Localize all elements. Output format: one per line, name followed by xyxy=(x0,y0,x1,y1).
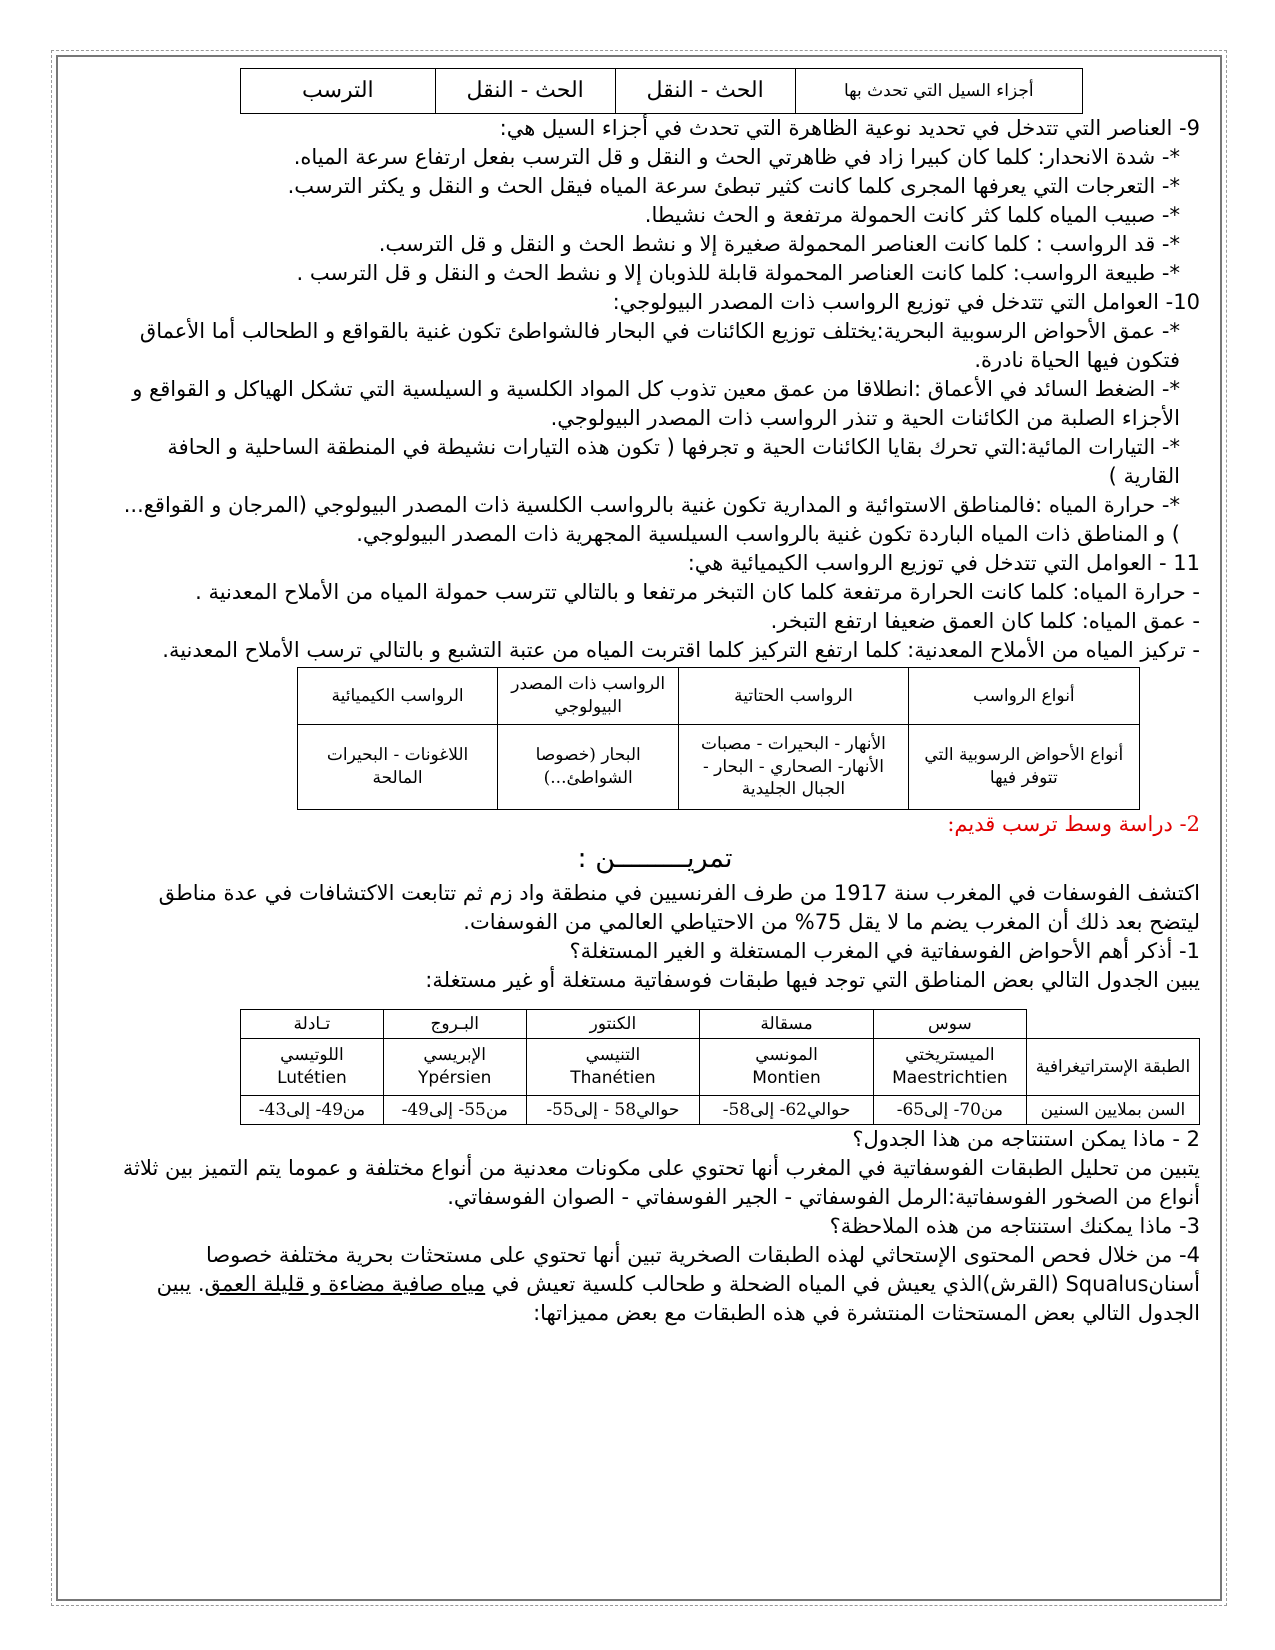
table-cell: حوالي62- إلى58- xyxy=(700,1096,874,1125)
list-item: *- حرارة المياه :فالمناطق الاستوائية و المدارية تكون غنية بالرواسب الكلسية ذات المصدر البيولوجي (المرجان و القواقع... ) و المناطق ذات المياه الباردة تكون غنية بالرواسب السيلسية المجهرية ذات المصدر البيولوجي. xyxy=(123,493,1180,546)
table-cell: من70- إلى65- xyxy=(873,1096,1026,1125)
list-item: *- قد الرواسب : كلما كانت العناصر المحمولة صغيرة إلا و نشط الحث و النقل و قل الترسب. xyxy=(378,232,1180,256)
stage-fr: Ypérsien xyxy=(418,1068,492,1088)
list-item: *- الضغط السائد في الأعماق :انطلاقا من عمق معين تذوب كل المواد الكلسية و السيلسية التي تشكل الهياكل و القواقع و الأجزاء الصلبة من الكائنات الحية و تنذر الرواسب ذات المصدر البيولوجي. xyxy=(132,377,1180,430)
stage-fr: Maestrichtien xyxy=(892,1068,1008,1088)
stage-fr: Lutétien xyxy=(277,1068,347,1088)
table-header-cell: تـادلة xyxy=(241,1010,384,1039)
table-row xyxy=(241,69,1083,114)
stage-ar: المونسي xyxy=(755,1045,818,1066)
table-cell: الحث - النقل xyxy=(435,69,615,114)
table-cell: من55- إلى49- xyxy=(383,1096,526,1125)
q4-underlined: مياه صافية مضاءة و قليلة العمق xyxy=(204,1272,486,1296)
exercise-intro: اكتشف الفوسفات في المغرب سنة 1917 من طرف الفرنسيين في منطقة واد زم ثم تتابعت الاكتشافات في عدة مناطق ليتضح بعد ذلك أن المغرب يضم ما لا يقل 75% من الاحتياطي العالمي من الفوسفات. xyxy=(158,881,1200,934)
table-cell xyxy=(383,1039,526,1096)
stage-fr: Montien xyxy=(752,1068,821,1088)
table-cell xyxy=(873,1039,1026,1096)
table-header-cell: مسقالة xyxy=(700,1010,874,1039)
table-header-cell: الرواسب ذات المصدر البيولوجي xyxy=(498,668,679,725)
q4-squalus: Squalus xyxy=(1065,1272,1149,1296)
table-row xyxy=(298,725,1140,810)
stage-fr: Thanétien xyxy=(570,1068,656,1088)
question-4 xyxy=(110,1241,1200,1328)
table-row-label: السن بملايين السنين xyxy=(1026,1096,1199,1125)
list-item: *- طبيعة الرواسب: كلما كانت العناصر المحمولة قابلة للذوبان إلا و نشط الحث و النقل و قل الترسب . xyxy=(296,261,1180,285)
exercise-title: تمريـــــــــن : xyxy=(577,843,733,874)
document-body xyxy=(110,68,1200,1328)
table-header-cell: الكنتور xyxy=(526,1010,700,1039)
table-header-cell: سوس xyxy=(873,1010,1026,1039)
list-item: *- شدة الانحدار: كلما كان كبيرا زاد في ظاهرتي الحث و النقل و قل الترسب بفعل ارتفاع سرعة المياه. xyxy=(293,145,1180,169)
table-cell xyxy=(700,1039,874,1096)
question-2-text: يتبين من تحليل الطبقات الفوسفاتية في المغرب أنها تحتوي على مكونات معدنية من أنواع مختلفة و عموما يتم التميز بين ثلاثة أنواع من الصخور الفوسفاتية:الرمل الفوسفاتي - الجير الفوسفاتي - الصوان الفوسفاتي. xyxy=(122,1156,1200,1209)
table-row-label: الطبقة الإستراتيغرافية xyxy=(1026,1039,1199,1096)
table-cell xyxy=(526,1039,700,1096)
question-2: 2 - ماذا يمكن استنتاجه من هذا الجدول؟ xyxy=(852,1127,1200,1151)
q4-mid: (القرش)الذي يعيش في المياه الضحلة و طحالب كلسية تعيش في xyxy=(485,1272,1066,1296)
table-header-cell: البـروج xyxy=(383,1010,526,1039)
stage-ar: الإبريسي xyxy=(423,1045,487,1066)
section-11-title: 11 - العوامل التي تتدخل في توزيع الرواسب الكيميائية هي: xyxy=(687,551,1200,575)
list-item: *- التيارات المائية:التي تحرك بقايا الكائنات الحية و تجرفها ( تكون هذه التيارات نشيطة في المنطقة الساحلية و الحافة القارية ) xyxy=(167,435,1180,488)
table-cell: الأنهار - البحيرات - مصبات الأنهار- الصحاري - البحار - الجبال الجليدية xyxy=(679,725,908,810)
table-cell xyxy=(241,1039,384,1096)
stage-ar: التنيسي xyxy=(585,1045,641,1066)
table-cell: من49- إلى43- xyxy=(241,1096,384,1125)
table-row xyxy=(241,1096,1200,1125)
stage-ar: الميستريختي xyxy=(905,1045,995,1066)
list-item: *- عمق الأحواض الرسوبية البحرية:يختلف توزيع الكائنات في البحار فالشواطئ تكون غنية بالقواقع و الطحالب أما الأعماق فتكون فيها الحياة نادرة. xyxy=(139,319,1180,372)
section-10-title: 10- العوامل التي تتدخل في توزيع الرواسب ذات المصدر البيولوجي: xyxy=(612,290,1200,314)
section-9-title: 9- العناصر التي تتدخل في تحديد نوعية الظاهرة التي تحدث في أجزاء السيل هي: xyxy=(499,116,1200,140)
q4-end: . يبين الجدول التالي بعض المستحثات المنتشرة في هذه الطبقات مع بعض مميزاتها: xyxy=(156,1272,1200,1325)
table-header-cell: الرواسب الكيميائية xyxy=(298,668,498,725)
section-2-heading: 2- دراسة وسط ترسب قديم: xyxy=(947,812,1200,836)
table-row xyxy=(298,668,1140,725)
phosphate-strata-table xyxy=(240,1009,1200,1125)
sediment-types-table xyxy=(297,667,1140,810)
table-cell: اللاغونات - البحيرات المالحة xyxy=(298,725,498,810)
stage-ar: اللوتيسي xyxy=(280,1045,344,1066)
stream-parts-table xyxy=(240,68,1083,114)
q4-start: 4- من خلال فحص المحتوى الإستحاثي لهذه الطبقات الصخرية تبين أنها تحتوي على مستحثات بحرية مختلفة خصوصا أسنان xyxy=(205,1243,1200,1296)
table-cell: البحار (خصوصا الشواطئ...) xyxy=(498,725,679,810)
list-item: - حرارة المياه: كلما كانت الحرارة مرتفعة كلما كان التبخر مرتفعا و بالتالي تترسب حمولة المياه من الأملاح المعدنية . xyxy=(195,580,1200,604)
list-item: - تركيز المياه من الأملاح المعدنية: كلما ارتفع التركيز كلما اقتربت المياه من عتبة التشبع و بالتالي ترسب الأملاح المعدنية. xyxy=(162,638,1200,662)
table-header-cell: أجزاء السيل التي تحدث بها xyxy=(795,69,1082,114)
table-header-cell: الرواسب الحتاتية xyxy=(679,668,908,725)
table-cell: الترسب xyxy=(241,69,436,114)
table-cell: الحث - النقل xyxy=(615,69,795,114)
question-1: 1- أذكر أهم الأحواض الفوسفاتية في المغرب المستغلة و الغير المستغلة؟ xyxy=(569,939,1200,963)
table-row xyxy=(241,1039,1200,1096)
list-item: *- صبيب المياه كلما كثر كانت الحمولة مرتفعة و الحث نشيطا. xyxy=(644,203,1180,227)
list-item: *- التعرجات التي يعرفها المجرى كلما كانت كثير تبطئ سرعة المياه فيقل الحث و النقل و يكثر الترسب. xyxy=(287,174,1180,198)
question-3: 3- ماذا يمكنك استنتاجه من هذه الملاحظة؟ xyxy=(829,1214,1200,1238)
question-1-text: يبين الجدول التالي بعض المناطق التي توجد فيها طبقات فوسفاتية مستغلة أو غير مستغلة: xyxy=(425,968,1200,992)
table-row xyxy=(241,1010,1200,1039)
table-cell: حوالي58 - إلى55- xyxy=(526,1096,700,1125)
table-row-label: أنواع الأحواض الرسوبية التي تتوفر فيها xyxy=(908,725,1139,810)
table-header-cell: أنواع الرواسب xyxy=(908,668,1139,725)
list-item: - عمق المياه: كلما كان العمق ضعيفا ارتفع التبخر. xyxy=(770,609,1200,633)
